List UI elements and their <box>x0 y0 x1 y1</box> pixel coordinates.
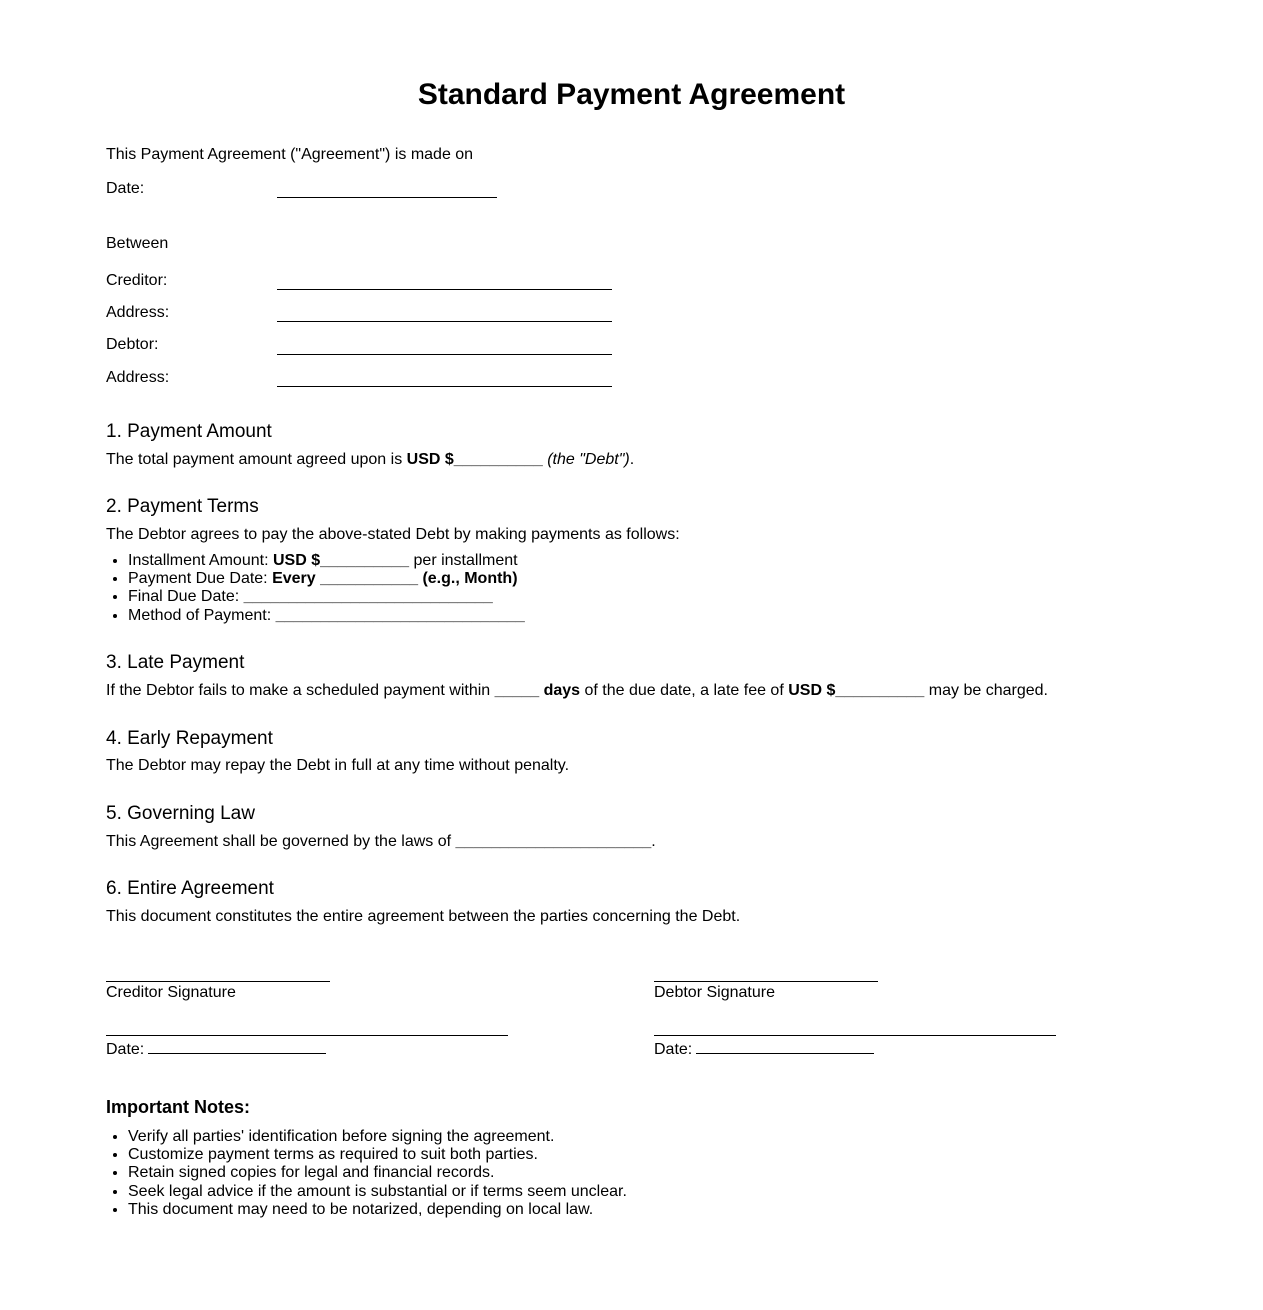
debtor-date-blank-line <box>696 1039 874 1054</box>
creditor-signature-block <box>106 966 508 1059</box>
note-item: • This document may need to be notarized, depending on local law. <box>128 1201 1157 1219</box>
section-heading-late-payment: 3. Late Payment <box>106 652 245 674</box>
payment-amount-text-pre: The total payment amount agreed upon is <box>106 451 407 469</box>
date-blank-line <box>277 180 497 198</box>
due-date-label: Payment Due Date: <box>128 570 273 588</box>
payment-amount-paragraph <box>106 451 1157 469</box>
late-payment-fee-blank: USD $__________ <box>788 682 925 700</box>
note-item: • Verify all parties' identification before signing the agreement. <box>128 1128 1157 1146</box>
section-heading-early-repayment: 4. Early Repayment <box>106 727 273 749</box>
late-payment-text-post: may be charged. <box>924 682 1048 700</box>
debtor-signature-label: Debtor Signature <box>654 984 775 1002</box>
installment-blank: USD $__________ <box>272 551 410 569</box>
section-heading-payment-terms: 2. Payment Terms <box>106 496 259 518</box>
field-row-date <box>106 180 1157 198</box>
creditor-address-field-label: Address: <box>106 304 170 322</box>
terms-bullet-payment-method <box>128 607 1157 625</box>
section-heading-payment-amount: 1. Payment Amount <box>106 421 272 443</box>
debtor-address-field-label: Address: <box>106 368 170 386</box>
section-heading-entire-agreement: 6. Entire Agreement <box>106 877 274 899</box>
payment-amount-blank: USD $__________ <box>406 451 543 469</box>
creditor-date-blank-line <box>148 1039 326 1054</box>
payment-terms-intro: The Debtor agrees to pay the above-stated Debt by making payments as follows: <box>106 526 680 544</box>
governing-law-blank: ______________________ <box>455 832 652 850</box>
important-notes-list <box>106 1128 1157 1220</box>
creditor-signature-line <box>106 966 330 982</box>
late-payment-paragraph <box>106 682 1157 700</box>
important-notes-heading: Important Notes: <box>106 1096 250 1117</box>
entire-agreement-paragraph: This document constitutes the entire agreement between the parties concerning the Debt. <box>106 907 741 925</box>
debtor-date-label: Date: <box>654 1040 693 1058</box>
field-row-debtor-address <box>106 369 1157 387</box>
creditor-field-label: Creditor: <box>106 271 168 289</box>
creditor-date-label: Date: <box>106 1040 145 1058</box>
final-due-date-blank: ____________________________ <box>243 588 493 606</box>
governing-law-paragraph <box>106 833 1157 851</box>
creditor-date-field <box>106 1035 508 1059</box>
note-item: • Seek legal advice if the amount is substantial or if terms seem unclear. <box>128 1183 1157 1201</box>
note-item: • Retain signed copies for legal and financial records. <box>128 1164 1157 1182</box>
governing-law-period: . <box>651 832 656 850</box>
date-field-label: Date: <box>106 179 145 197</box>
creditor-blank-line <box>277 272 612 290</box>
final-due-date-label: Final Due Date: <box>128 588 244 606</box>
debtor-address-blank-line <box>277 369 612 387</box>
late-payment-text-mid: of the due date, a late fee of <box>580 682 789 700</box>
terms-bullet-final-due-date <box>128 588 1157 606</box>
payment-terms-list <box>106 552 1157 626</box>
payment-method-blank: ____________________________ <box>275 606 525 624</box>
late-payment-text-pre: If the Debtor fails to make a scheduled payment within <box>106 682 495 700</box>
terms-bullet-installment <box>128 552 1157 570</box>
field-row-creditor <box>106 272 1157 290</box>
field-row-creditor-address <box>106 304 1157 322</box>
debtor-date-field <box>654 1035 1056 1059</box>
debtor-signature-line <box>654 966 878 982</box>
installment-suffix: per installment <box>409 551 518 569</box>
payment-amount-period: . <box>629 451 635 469</box>
creditor-address-blank-line <box>277 304 612 322</box>
section-heading-governing-law: 5. Governing Law <box>106 802 255 824</box>
creditor-signature-label: Creditor Signature <box>106 984 236 1002</box>
field-row-debtor <box>106 336 1157 354</box>
debt-note-text: (the "Debt") <box>547 451 630 469</box>
debtor-blank-line <box>277 337 612 355</box>
debtor-field-label: Debtor: <box>106 336 159 354</box>
intro-text: This Payment Agreement ("Agreement") is made on <box>106 145 474 163</box>
payment-method-label: Method of Payment: <box>128 606 276 624</box>
debtor-signature-block <box>654 966 1056 1059</box>
late-payment-days-blank: _____ days <box>494 682 581 700</box>
signature-section <box>106 966 1056 1059</box>
early-repayment-paragraph: The Debtor may repay the Debt in full at any time without penalty. <box>106 757 570 775</box>
due-date-blank: Every ___________ (e.g., Month) <box>272 570 518 588</box>
note-item: • Customize payment terms as required to suit both parties. <box>128 1146 1157 1164</box>
document-title: Standard Payment Agreement <box>417 78 846 111</box>
installment-label: Installment Amount: <box>128 551 273 569</box>
governing-law-text-pre: This Agreement shall be governed by the laws of <box>106 832 456 850</box>
between-heading: Between <box>106 235 169 253</box>
terms-bullet-due-date <box>128 570 1157 588</box>
